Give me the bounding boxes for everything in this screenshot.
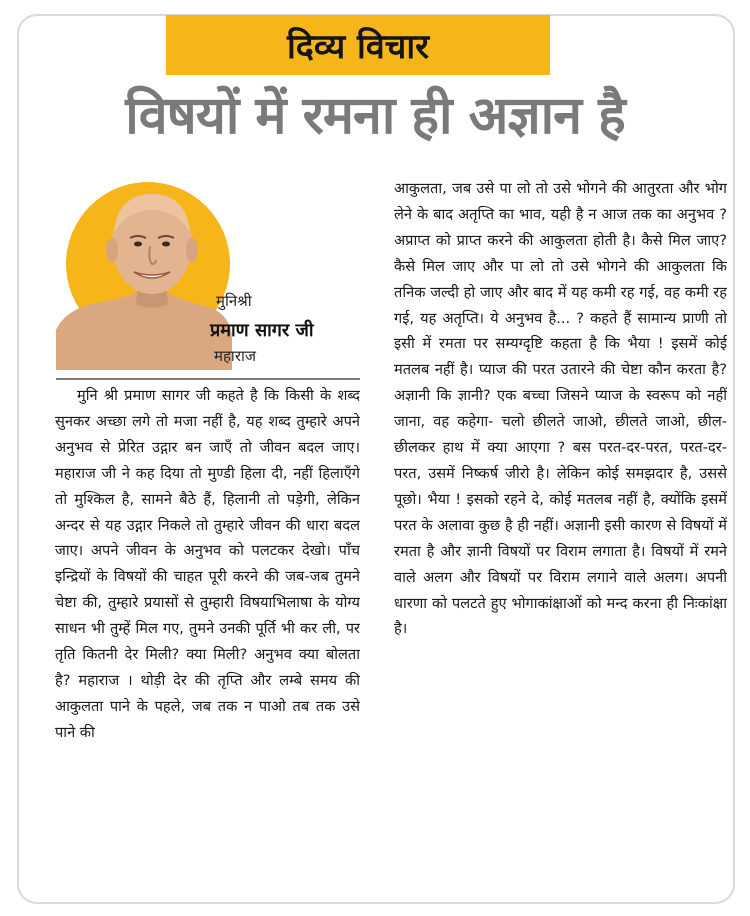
body-column-left <box>55 383 360 893</box>
author-portrait <box>56 180 232 370</box>
body-paragraph-left: मुनि श्री प्रमाण सागर जी कहते है कि किसी के शब्द सुनकर अच्छा लगे तो मजा नहीं है, यह शब्द तुम्हारे अपने अनुभव से प्रेरित उद्गार बन जाएँ तो जीवन बदल जाए। महाराज जी ने कह दिया तो मुण्डी हिला दी, नहीं हिलाएँगे तो मुश्किल है, सामने बैठे हैं, हिलानी तो पड़ेगी, लेकिन अन्दर से यह उद्गार निकले तो तुम्हारे जीवन की धारा बदल जाए। अपने जीवन के अनुभव को पलटकर देखो। पाँच इन्द्रियों के विषयों की चाहत पूरी करने की जब-जब तुमने चेष्टा की, तुम्हारे प्रयासों से तुम्हारी विषयाभिलाषा के योग्य साधन भी तुम्हें मिल गए, तुमने उनकी पूर्ति भी कर ली, पर तृति कितनी देर मिली? क्या मिली? अनुभव क्या बोलता है? महाराज । थोड़ी देर की तृप्ति और लम्बे समय की आकुलता पाने के पहले, जब तक न पाओ तब तक उसे पाने की <box>55 387 360 741</box>
author-suffix: महाराज <box>214 347 256 365</box>
article-headline: विषयों में रमना ही अज्ञान है <box>125 86 625 146</box>
byline-divider <box>56 378 360 380</box>
column-label: दिव्य विचार <box>286 27 430 67</box>
body-paragraph-right: आकुलता, जब उसे पा लो तो उसे भोगने की आतुरता और भोग लेने के बाद अतृप्ति का भाव, यही है न आज तक का अनुभव ? अप्राप्त को प्राप्त करने की आकुलता होती है। कैसे मिल जाए? कैसे मिल जाए और पा लो तो उसे भोगने की आकुलता कि तनिक जल्दी हो जाए और बाद में यह कमी रह गई, वह कमी रह गई, यह अतृप्ति। ये अनुभव है... ? कहते हैं सामान्य प्राणी तो इसी में रमता पर सम्यग्दृष्टि कहता है कि भैया ! इसमें कोई मतलब नहीं है। प्याज की परत उतारने की चेष्टा कौन करता है? अज्ञानी कि ज्ञानी? एक बच्चा जिसने प्याज के स्वरूप को नहीं जाना, वह कहेगा- चलो छीलते जाओ, छीलते जाओ, छील-छीलकर हाथ में क्या आएगा ? बस परत-दर-परत, परत-दर-परत, उसमें निष्कर्ष जीरो है। लेकिन कोई समझदार है, उससे पूछो। भैया ! इसको रहने दे, कोई मतलब नहीं है, क्योंकि इसमें परत के अलावा कुछ है ही नहीं। अज्ञानी इसी कारण से विषयों में रमता है और ज्ञानी विषयों पर विराम लगाता है। विषयों में रमने वाले अलग और विषयों पर विराम लगाने वाले अलग। अपनी धारणा को पलटते हुए भोगाकांक्षाओं को मन्द करना ही निःकांक्षा है। <box>394 180 727 638</box>
author-prefix: मुनिश्री <box>216 292 252 310</box>
column-banner <box>166 15 550 75</box>
body-column-right <box>394 176 727 896</box>
author-name: प्रमाण सागर जी <box>210 320 314 341</box>
